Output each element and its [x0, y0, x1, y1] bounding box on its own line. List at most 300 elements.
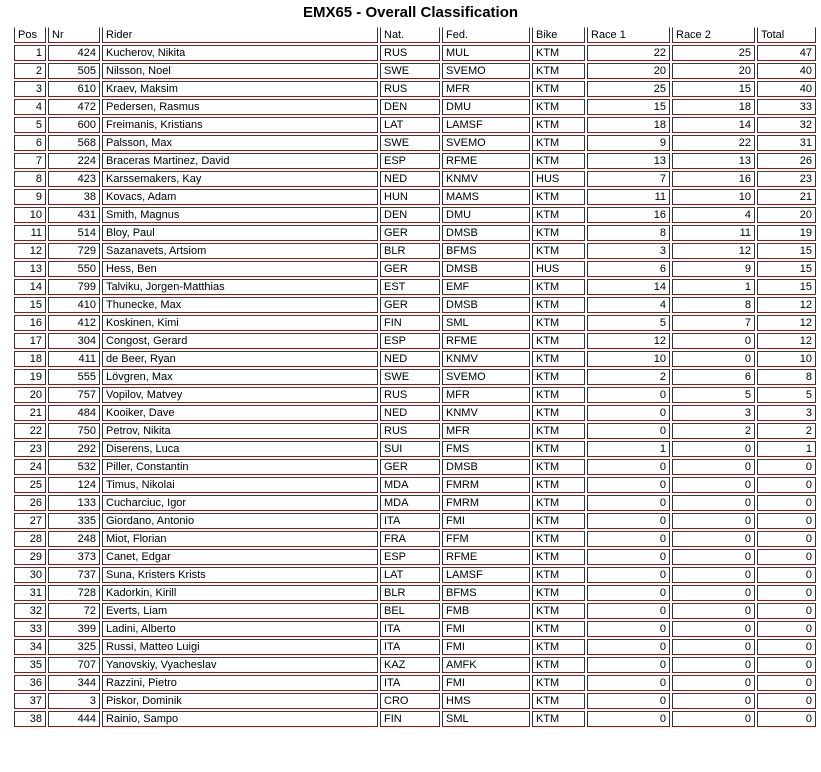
- table-row: [14, 441, 816, 457]
- table-row: [14, 711, 816, 727]
- header-row: [14, 27, 816, 43]
- cell-nat: RUS: [380, 387, 440, 403]
- table-row: [14, 513, 816, 529]
- cell-rider: Yanovskiy, Vyacheslav: [102, 657, 378, 673]
- cell-race1: 0: [587, 405, 670, 421]
- cell-bike: KTM: [532, 207, 585, 223]
- cell-pos: 5: [14, 117, 46, 133]
- cell-bike: KTM: [532, 585, 585, 601]
- cell-bike: KTM: [532, 81, 585, 97]
- cell-bike: KTM: [532, 369, 585, 385]
- cell-pos: 21: [14, 405, 46, 421]
- cell-nat: SWE: [380, 369, 440, 385]
- cell-bike: KTM: [532, 423, 585, 439]
- cell-bike: KTM: [532, 351, 585, 367]
- cell-nat: NED: [380, 171, 440, 187]
- cell-nat: ITA: [380, 639, 440, 655]
- column-header-bike: Bike: [532, 27, 585, 43]
- cell-nr: 550: [48, 261, 100, 277]
- table-row: [14, 657, 816, 673]
- cell-total: 0: [757, 675, 816, 691]
- cell-total: 0: [757, 711, 816, 727]
- cell-fed: FFM: [442, 531, 530, 547]
- cell-fed: DMU: [442, 99, 530, 115]
- table-row: [14, 117, 816, 133]
- cell-race1: 0: [587, 621, 670, 637]
- cell-fed: DMSB: [442, 459, 530, 475]
- cell-fed: SML: [442, 711, 530, 727]
- cell-pos: 2: [14, 63, 46, 79]
- cell-fed: EMF: [442, 279, 530, 295]
- cell-nr: 600: [48, 117, 100, 133]
- cell-rider: Pedersen, Rasmus: [102, 99, 378, 115]
- cell-nat: BLR: [380, 585, 440, 601]
- cell-pos: 32: [14, 603, 46, 619]
- cell-race1: 0: [587, 495, 670, 511]
- cell-race1: 0: [587, 585, 670, 601]
- cell-bike: KTM: [532, 117, 585, 133]
- table-row: [14, 297, 816, 313]
- cell-race1: 15: [587, 99, 670, 115]
- cell-nat: HUN: [380, 189, 440, 205]
- table-row: [14, 423, 816, 439]
- cell-nat: MDA: [380, 495, 440, 511]
- cell-rider: Kucherov, Nikita: [102, 45, 378, 61]
- table-header: [14, 27, 816, 43]
- cell-nat: ITA: [380, 621, 440, 637]
- cell-fed: DMSB: [442, 261, 530, 277]
- cell-bike: KTM: [532, 189, 585, 205]
- cell-bike: HUS: [532, 261, 585, 277]
- table-row: [14, 351, 816, 367]
- cell-nat: LAT: [380, 567, 440, 583]
- cell-rider: Diserens, Luca: [102, 441, 378, 457]
- cell-race2: 5: [672, 387, 755, 403]
- cell-race2: 0: [672, 549, 755, 565]
- cell-fed: SVEMO: [442, 369, 530, 385]
- cell-bike: KTM: [532, 45, 585, 61]
- cell-total: 12: [757, 315, 816, 331]
- cell-total: 32: [757, 117, 816, 133]
- cell-pos: 17: [14, 333, 46, 349]
- cell-race1: 8: [587, 225, 670, 241]
- cell-bike: KTM: [532, 459, 585, 475]
- cell-total: 12: [757, 297, 816, 313]
- cell-bike: KTM: [532, 153, 585, 169]
- cell-pos: 10: [14, 207, 46, 223]
- cell-nr: 532: [48, 459, 100, 475]
- cell-race1: 0: [587, 639, 670, 655]
- column-header-rider: Rider: [102, 27, 378, 43]
- cell-total: 0: [757, 567, 816, 583]
- cell-bike: KTM: [532, 315, 585, 331]
- cell-total: 31: [757, 135, 816, 151]
- cell-nr: 373: [48, 549, 100, 565]
- cell-race1: 14: [587, 279, 670, 295]
- cell-race1: 0: [587, 477, 670, 493]
- cell-nat: KAZ: [380, 657, 440, 673]
- cell-nat: ITA: [380, 513, 440, 529]
- cell-nr: 325: [48, 639, 100, 655]
- cell-race1: 0: [587, 711, 670, 727]
- cell-bike: KTM: [532, 567, 585, 583]
- table-row: [14, 243, 816, 259]
- cell-total: 0: [757, 693, 816, 709]
- cell-total: 21: [757, 189, 816, 205]
- cell-nr: 555: [48, 369, 100, 385]
- cell-rider: Kooiker, Dave: [102, 405, 378, 421]
- results-table: [12, 25, 818, 729]
- cell-race1: 0: [587, 693, 670, 709]
- cell-nat: GER: [380, 459, 440, 475]
- page-title: EMX65 - Overall Classification: [302, 4, 519, 21]
- cell-fed: MFR: [442, 423, 530, 439]
- cell-total: 0: [757, 459, 816, 475]
- cell-pos: 36: [14, 675, 46, 691]
- table-row: [14, 621, 816, 637]
- cell-total: 1: [757, 441, 816, 457]
- cell-pos: 34: [14, 639, 46, 655]
- cell-rider: Ladini, Alberto: [102, 621, 378, 637]
- cell-race2: 0: [672, 477, 755, 493]
- cell-total: 8: [757, 369, 816, 385]
- cell-rider: Suna, Kristers Krists: [102, 567, 378, 583]
- cell-rider: Cucharciuc, Igor: [102, 495, 378, 511]
- cell-pos: 4: [14, 99, 46, 115]
- cell-nr: 304: [48, 333, 100, 349]
- cell-race2: 4: [672, 207, 755, 223]
- table-row: [14, 549, 816, 565]
- cell-rider: Talviku, Jorgen-Matthias: [102, 279, 378, 295]
- table-row: [14, 189, 816, 205]
- table-row: [14, 477, 816, 493]
- cell-nr: 729: [48, 243, 100, 259]
- cell-bike: KTM: [532, 135, 585, 151]
- cell-nat: BLR: [380, 243, 440, 259]
- cell-nr: 431: [48, 207, 100, 223]
- cell-rider: Razzini, Pietro: [102, 675, 378, 691]
- cell-total: 2: [757, 423, 816, 439]
- cell-pos: 31: [14, 585, 46, 601]
- table-row: [14, 459, 816, 475]
- cell-nr: 412: [48, 315, 100, 331]
- cell-pos: 27: [14, 513, 46, 529]
- cell-nr: 399: [48, 621, 100, 637]
- cell-nat: RUS: [380, 81, 440, 97]
- cell-fed: RFME: [442, 549, 530, 565]
- cell-rider: Canet, Edgar: [102, 549, 378, 565]
- cell-race1: 0: [587, 675, 670, 691]
- cell-bike: KTM: [532, 657, 585, 673]
- cell-total: 10: [757, 351, 816, 367]
- cell-rider: Piller, Constantin: [102, 459, 378, 475]
- cell-race2: 0: [672, 495, 755, 511]
- cell-total: 12: [757, 333, 816, 349]
- cell-race2: 0: [672, 459, 755, 475]
- cell-bike: KTM: [532, 405, 585, 421]
- cell-race2: 6: [672, 369, 755, 385]
- cell-bike: KTM: [532, 99, 585, 115]
- cell-total: 15: [757, 261, 816, 277]
- cell-race2: 20: [672, 63, 755, 79]
- cell-nr: 728: [48, 585, 100, 601]
- cell-rider: Giordano, Antonio: [102, 513, 378, 529]
- cell-nr: 38: [48, 189, 100, 205]
- cell-nat: FIN: [380, 315, 440, 331]
- cell-pos: 20: [14, 387, 46, 403]
- cell-rider: Miot, Florian: [102, 531, 378, 547]
- cell-rider: Hess, Ben: [102, 261, 378, 277]
- cell-pos: 18: [14, 351, 46, 367]
- cell-fed: SML: [442, 315, 530, 331]
- cell-rider: Thunecke, Max: [102, 297, 378, 313]
- cell-race2: 0: [672, 333, 755, 349]
- cell-rider: Palsson, Max: [102, 135, 378, 151]
- table-row: [14, 693, 816, 709]
- cell-race2: 11: [672, 225, 755, 241]
- cell-pos: 23: [14, 441, 46, 457]
- cell-fed: FMI: [442, 621, 530, 637]
- cell-fed: KNMV: [442, 171, 530, 187]
- cell-race1: 0: [587, 513, 670, 529]
- cell-pos: 3: [14, 81, 46, 97]
- cell-race2: 16: [672, 171, 755, 187]
- table-row: [14, 45, 816, 61]
- cell-nat: RUS: [380, 45, 440, 61]
- cell-race1: 22: [587, 45, 670, 61]
- cell-fed: LAMSF: [442, 567, 530, 583]
- table-row: [14, 207, 816, 223]
- cell-race1: 11: [587, 189, 670, 205]
- cell-race2: 8: [672, 297, 755, 313]
- cell-total: 33: [757, 99, 816, 115]
- cell-nat: CRO: [380, 693, 440, 709]
- table-row: [14, 99, 816, 115]
- cell-race2: 7: [672, 315, 755, 331]
- cell-nr: 410: [48, 297, 100, 313]
- cell-nat: SWE: [380, 63, 440, 79]
- cell-pos: 38: [14, 711, 46, 727]
- cell-bike: HUS: [532, 171, 585, 187]
- cell-nr: 505: [48, 63, 100, 79]
- table-row: [14, 567, 816, 583]
- cell-fed: DMSB: [442, 225, 530, 241]
- cell-fed: RFME: [442, 153, 530, 169]
- cell-fed: FMS: [442, 441, 530, 457]
- cell-nr: 757: [48, 387, 100, 403]
- cell-pos: 1: [14, 45, 46, 61]
- cell-race1: 1: [587, 441, 670, 457]
- cell-race2: 0: [672, 639, 755, 655]
- cell-rider: Smith, Magnus: [102, 207, 378, 223]
- cell-nat: FRA: [380, 531, 440, 547]
- cell-rider: Kraev, Maksim: [102, 81, 378, 97]
- cell-pos: 19: [14, 369, 46, 385]
- cell-rider: Nilsson, Noel: [102, 63, 378, 79]
- table-row: [14, 279, 816, 295]
- cell-race2: 0: [672, 567, 755, 583]
- cell-bike: KTM: [532, 531, 585, 547]
- cell-rider: Sazanavets, Artsiom: [102, 243, 378, 259]
- cell-nat: ESP: [380, 549, 440, 565]
- cell-bike: KTM: [532, 243, 585, 259]
- cell-fed: MFR: [442, 81, 530, 97]
- cell-bike: KTM: [532, 387, 585, 403]
- cell-rider: Vopilov, Matvey: [102, 387, 378, 403]
- cell-pos: 30: [14, 567, 46, 583]
- cell-bike: KTM: [532, 477, 585, 493]
- cell-race1: 12: [587, 333, 670, 349]
- cell-bike: KTM: [532, 333, 585, 349]
- table-row: [14, 495, 816, 511]
- cell-fed: FMI: [442, 675, 530, 691]
- cell-nr: 750: [48, 423, 100, 439]
- cell-rider: Braceras Martinez, David: [102, 153, 378, 169]
- cell-nat: NED: [380, 351, 440, 367]
- cell-total: 26: [757, 153, 816, 169]
- cell-bike: KTM: [532, 441, 585, 457]
- cell-nat: NED: [380, 405, 440, 421]
- cell-nr: 737: [48, 567, 100, 583]
- cell-race2: 18: [672, 99, 755, 115]
- cell-race1: 20: [587, 63, 670, 79]
- cell-race2: 0: [672, 585, 755, 601]
- cell-nr: 568: [48, 135, 100, 151]
- cell-race2: 0: [672, 657, 755, 673]
- cell-nr: 248: [48, 531, 100, 547]
- cell-race1: 9: [587, 135, 670, 151]
- cell-total: 0: [757, 585, 816, 601]
- column-header-nr: Nr: [48, 27, 100, 43]
- cell-nr: 472: [48, 99, 100, 115]
- cell-nr: 484: [48, 405, 100, 421]
- cell-fed: FMRM: [442, 495, 530, 511]
- cell-nat: ITA: [380, 675, 440, 691]
- cell-total: 40: [757, 63, 816, 79]
- cell-nat: RUS: [380, 423, 440, 439]
- cell-nat: LAT: [380, 117, 440, 133]
- cell-race2: 0: [672, 351, 755, 367]
- cell-race1: 0: [587, 657, 670, 673]
- table-row: [14, 63, 816, 79]
- table-row: [14, 315, 816, 331]
- cell-race2: 0: [672, 603, 755, 619]
- cell-pos: 33: [14, 621, 46, 637]
- table-row: [14, 261, 816, 277]
- cell-race2: 22: [672, 135, 755, 151]
- cell-rider: Congost, Gerard: [102, 333, 378, 349]
- cell-nr: 124: [48, 477, 100, 493]
- cell-fed: MUL: [442, 45, 530, 61]
- table-row: [14, 603, 816, 619]
- cell-fed: MAMS: [442, 189, 530, 205]
- cell-nat: GER: [380, 225, 440, 241]
- cell-fed: KNMV: [442, 351, 530, 367]
- cell-total: 0: [757, 657, 816, 673]
- cell-race2: 13: [672, 153, 755, 169]
- cell-race1: 0: [587, 567, 670, 583]
- cell-race1: 0: [587, 603, 670, 619]
- cell-race2: 14: [672, 117, 755, 133]
- cell-race2: 15: [672, 81, 755, 97]
- cell-total: 20: [757, 207, 816, 223]
- cell-rider: de Beer, Ryan: [102, 351, 378, 367]
- cell-race2: 1: [672, 279, 755, 295]
- cell-pos: 29: [14, 549, 46, 565]
- cell-fed: BFMS: [442, 585, 530, 601]
- cell-fed: MFR: [442, 387, 530, 403]
- cell-nr: 411: [48, 351, 100, 367]
- cell-race1: 0: [587, 459, 670, 475]
- cell-total: 0: [757, 477, 816, 493]
- cell-total: 0: [757, 621, 816, 637]
- cell-race2: 9: [672, 261, 755, 277]
- cell-pos: 35: [14, 657, 46, 673]
- cell-race1: 7: [587, 171, 670, 187]
- cell-race2: 0: [672, 693, 755, 709]
- cell-nat: GER: [380, 297, 440, 313]
- cell-rider: Kovacs, Adam: [102, 189, 378, 205]
- cell-race1: 0: [587, 549, 670, 565]
- cell-fed: FMRM: [442, 477, 530, 493]
- cell-fed: BFMS: [442, 243, 530, 259]
- cell-total: 23: [757, 171, 816, 187]
- cell-total: 15: [757, 279, 816, 295]
- table-row: [14, 333, 816, 349]
- table-body: [14, 45, 816, 727]
- cell-bike: KTM: [532, 63, 585, 79]
- cell-rider: Everts, Liam: [102, 603, 378, 619]
- cell-total: 15: [757, 243, 816, 259]
- cell-race1: 3: [587, 243, 670, 259]
- table-row: [14, 369, 816, 385]
- cell-fed: RFME: [442, 333, 530, 349]
- cell-total: 0: [757, 513, 816, 529]
- cell-rider: Petrov, Nikita: [102, 423, 378, 439]
- cell-race1: 25: [587, 81, 670, 97]
- cell-pos: 6: [14, 135, 46, 151]
- cell-nr: 335: [48, 513, 100, 529]
- cell-nr: 292: [48, 441, 100, 457]
- cell-pos: 14: [14, 279, 46, 295]
- cell-pos: 16: [14, 315, 46, 331]
- cell-nr: 3: [48, 693, 100, 709]
- cell-rider: Rainio, Sampo: [102, 711, 378, 727]
- cell-race2: 2: [672, 423, 755, 439]
- column-header-race-2: Race 2: [672, 27, 755, 43]
- table-row: [14, 405, 816, 421]
- table-row: [14, 171, 816, 187]
- cell-bike: KTM: [532, 711, 585, 727]
- cell-total: 0: [757, 639, 816, 655]
- cell-nr: 610: [48, 81, 100, 97]
- cell-race1: 6: [587, 261, 670, 277]
- cell-pos: 15: [14, 297, 46, 313]
- table-row: [14, 81, 816, 97]
- cell-fed: FMB: [442, 603, 530, 619]
- cell-rider: Lövgren, Max: [102, 369, 378, 385]
- cell-nat: FIN: [380, 711, 440, 727]
- cell-total: 3: [757, 405, 816, 421]
- cell-bike: KTM: [532, 297, 585, 313]
- cell-pos: 28: [14, 531, 46, 547]
- table-row: [14, 135, 816, 151]
- cell-race1: 4: [587, 297, 670, 313]
- cell-nr: 133: [48, 495, 100, 511]
- cell-fed: AMFK: [442, 657, 530, 673]
- column-header-fed: Fed.: [442, 27, 530, 43]
- table-row: [14, 531, 816, 547]
